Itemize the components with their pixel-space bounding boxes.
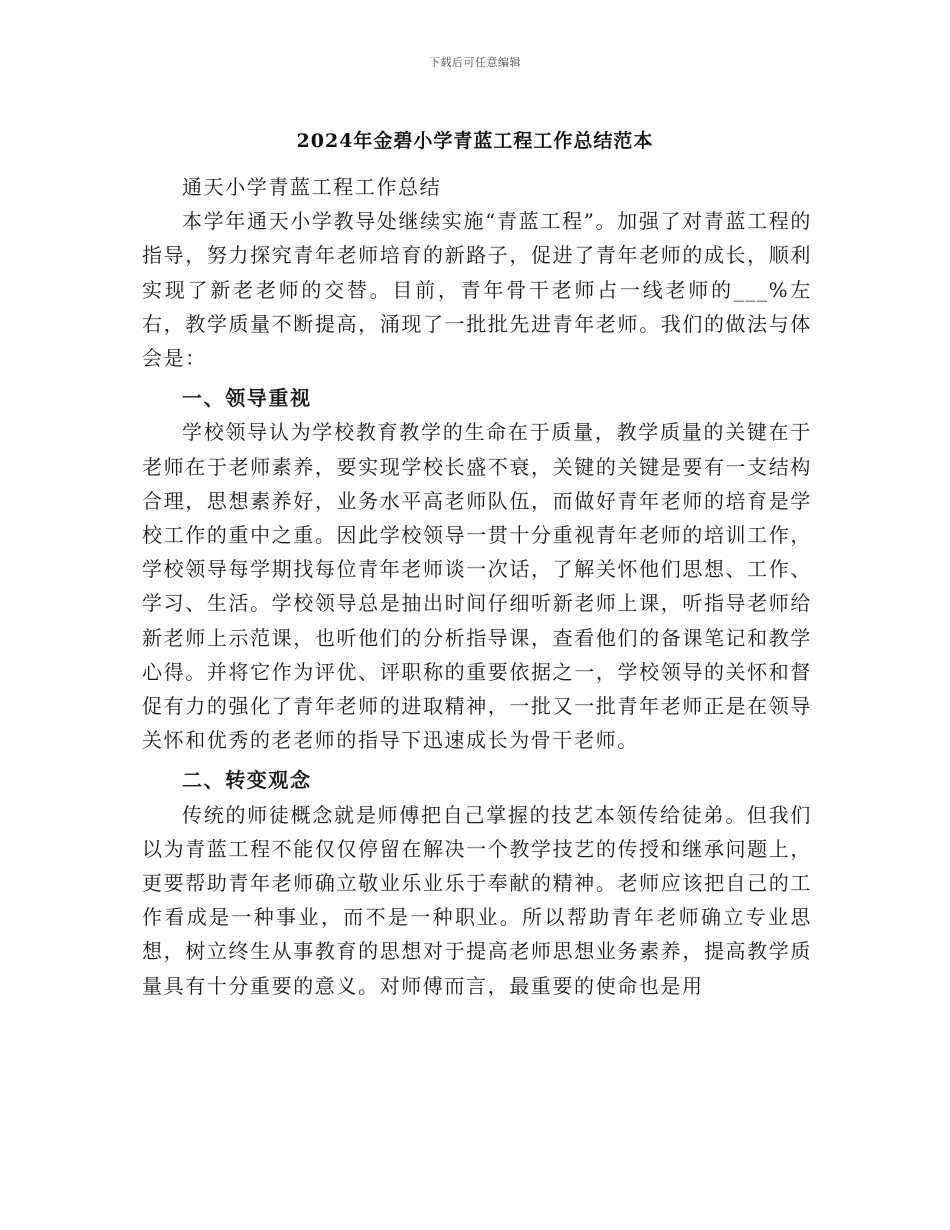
section-body-mindset: 传统的师徒概念就是师傅把自己掌握的技艺本领传给徒弟。但我们以为青蓝工程不能仅仅停留在解决一个教学技艺的传授和继承问题上，更要帮助青年老师确立敬业乐业乐于奉献的精神。老师应该把自己的工作看成是一种事业，而不是一种职业。所以帮助青年老师确立专业思想，树立终生从事教育的思想对于提高老师思想业务素养，提高教学质量具有十分重要的意义。对师傅而言，最重要的使命也是用 (142, 802, 812, 998)
document-body (142, 170, 812, 1003)
section-body-leadership: 学校领导认为学校教育教学的生命在于质量，教学质量的关键在于老师在于老师素养，要实现学校长盛不衰，关键的关键是要有一支结构合理，思想素养好，业务水平高老师队伍，而做好青年老师的培育是学校工作的重中之重。因此学校领导一贯十分重视青年老师的培训工作，学校领导每学期找每位青年老师谈一次话，了解关怀他们思想、工作、学习、生活。学校领导总是抽出时间仔细听新老师上课，听指导老师给新老师上示范课，也听他们的分析指导课，查看他们的备课笔记和教学心得。并将它作为评优、评职称的重要依据之一，学校领导的关怀和督促有力的强化了青年老师的进取精神，一批又一批青年老师正是在领导关怀和优秀的老老师的指导下迅速成长为骨干老师。 (142, 420, 812, 753)
document-title: 2024年金碧小学青蓝工程工作总结范本 (296, 130, 654, 152)
section-heading-mindset: 二、转变观念 (182, 768, 312, 793)
section-heading-leadership: 一、领导重视 (182, 386, 312, 411)
document-subtitle: 通天小学青蓝工程工作总结 (182, 175, 442, 199)
intro-paragraph: 本学年通天小学教导处继续实施“青蓝工程”。加强了对青蓝工程的指导，努力探究青年老师培育的新路子，促进了青年老师的成长，顺利实现了新老老师的交替。目前，青年骨干老师占一线老师的___%左右，教学质量不断提高，涌现了一批批先进青年老师。我们的做法与体会是： (142, 209, 812, 371)
page-header-note: 下载后可任意编辑 (429, 56, 521, 69)
